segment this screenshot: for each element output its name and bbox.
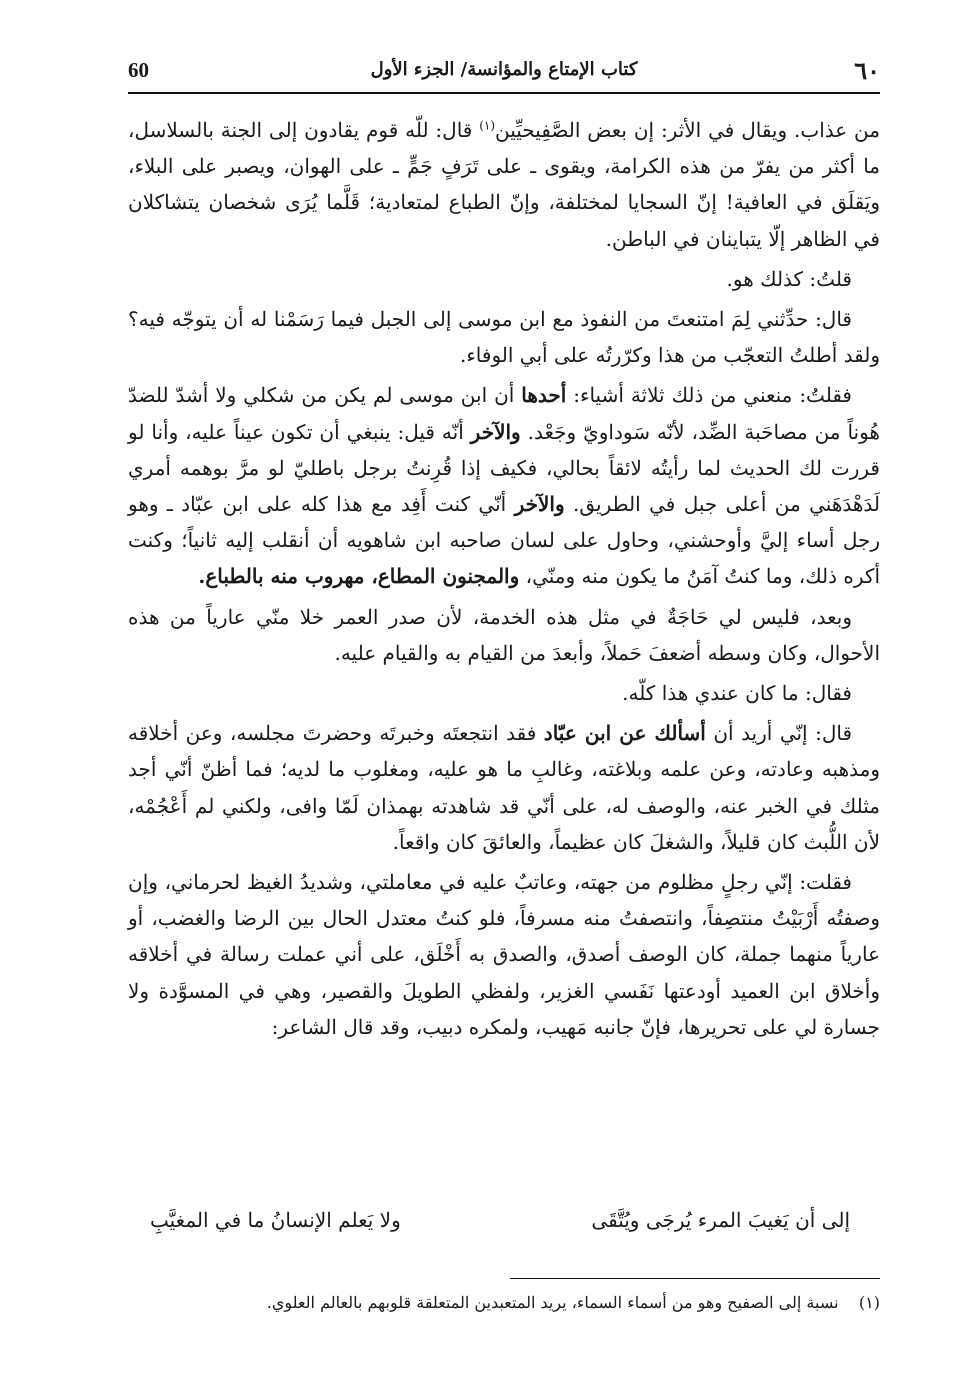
page-number-latin: 60 bbox=[128, 58, 149, 82]
text-run: فقلت: إنّي رجلٍ مظلوم من جهته، وعاتبٌ عليه في معاملتي، وشديدُ الغيظ لحرماني، وإن وصفتُه أَرْبَيْتُ منتصِفاً، وانتصفتُ منه مسرفاً، فلو كنتُ معتدل الحال بين الرضا والغضب، أو عارياً منهما جملة، كان الوصف أصدق، والصدق به أَخْلَق، على أني عملت رسالة في أخلاقه وأخلاق ابن العميد أودعتها نَفَسي الغزير، ولفظي الطويلَ والقصير، وهي في المسوَّدة ولا جسارة لي على تحريرها، فإنّ جانبه مَهيب، ولمكره دبيب، وقد قال الشاعر: bbox=[128, 870, 880, 1039]
text-run: قال: حدِّثني لِمَ امتنعتَ من النفوذ مع ابن موسى إلى الجبل فيما رَسَمْنا له أن يتوجّه فيه؟ ولقد أطلتُ التعجّب من هذا وكرّرتُه على أبي الوفاء. bbox=[128, 307, 880, 368]
poem-verse bbox=[150, 1208, 870, 1248]
paragraph bbox=[128, 599, 880, 671]
text-run: وبعد، فليس لي حَاجَةٌ في مثل هذه الخدمة، لأن صدر العمر خلا منّي عارياً من هذه الأحوال، وكان وسطه أضعفَ حَملاً، وأبعدَ من القيام به والقيام عليه. bbox=[128, 604, 880, 665]
running-header bbox=[128, 50, 880, 90]
footnote-marker: (١) bbox=[858, 1293, 880, 1312]
header-rule bbox=[128, 92, 880, 94]
footnote-reference: (١) bbox=[479, 118, 496, 133]
footnote bbox=[160, 1293, 880, 1312]
paragraph bbox=[128, 112, 880, 257]
text-run: فقد انتجعتَه وخبرتَه وحضرتَ مجلسه، وعن أخلاقه ومذهبه وعادته، وعن علمه وبلاغته، وغالبِ ما هو عليه، ومغلوب ما لديه؛ فما أظنّ أنّي أجد مثلك في الخبر عنه، والوصف له، على أنّي قد شاهدته بهمذان لَمّا وافى، ولكني لم أَعْجُمْه، لأن اللُّبث كان قليلاً، والشغلَ كان عظيماً، والعائقَ كان واقعاً. bbox=[128, 721, 880, 854]
paragraph bbox=[128, 377, 880, 594]
footnote-rule bbox=[510, 1278, 880, 1279]
text-run: قلتُ: كذلك هو. bbox=[726, 266, 852, 291]
bold-text: أحدها bbox=[521, 383, 567, 408]
paragraph bbox=[128, 675, 880, 711]
text-run: فقال: ما كان عندي هذا كلّه. bbox=[622, 681, 852, 706]
bold-text: والمجنون المطاع، مهروب منه بالطباع. bbox=[198, 564, 520, 589]
text-run: أنّي كنت أَفِد مع هذا كله على ابن عبّاد ـ وهو رجل أساء إليَّ وأوحشني، وحاول على لسان صاحبه ابن شاهويه أن أنقلب إليه ثانياً؛ وكنت أكره ذلك، وما كنتُ آمَنُ ما يكون منه ومنّي، bbox=[128, 492, 880, 589]
text-run: فقلتُ: منعني من ذلك ثلاثة أشياء: bbox=[566, 383, 852, 408]
text-run: أن ابن موسى لم يكن من شكلي ولا أشدّ للضدّ هُوناً من مصاحَبة الضِّد، لأنّه سَوداويّ وجَعْد. bbox=[128, 383, 880, 444]
text-run: أنّه قيل: ينبغي أن تكون عيناً عليه، وأنا لو قررت لك الحديث لما رأيتُه لائقاً بحالي، فكيف إذا قُرِنتُ برجل باطليّ لو مرَّ بوهمه أمري لَدَهْدَهَني من أعلى جبل في الطريق. bbox=[128, 419, 881, 517]
bold-text: والآخر bbox=[514, 492, 565, 517]
paragraph bbox=[128, 715, 880, 860]
text-run: من عذاب. ويقال في الأثر: إن بعض الصَّفِيحيِّين bbox=[495, 118, 880, 142]
paragraph bbox=[128, 261, 880, 297]
paragraph bbox=[128, 864, 880, 1045]
footnote-text: نسبة إلى الصفيح وهو من أسماء السماء، يريد المتعبدين المتعلقة قلوبهم بالعالم العلوي. bbox=[266, 1293, 839, 1312]
bold-text: أسألك عن ابن عبّاد bbox=[543, 721, 706, 746]
paragraph bbox=[128, 301, 880, 373]
book-title: كتاب الإمتاع والمؤانسة/ الجزء الأول bbox=[370, 59, 638, 80]
page-number-arabic: ٦٠ bbox=[854, 56, 880, 85]
poem-hemistich-right: إلى أن يَغيبَ المرء يُرجَى ويُتَّقَى bbox=[591, 1208, 850, 1232]
body-text bbox=[128, 112, 880, 1049]
poem-hemistich-left: ولا يَعلم الإنسانُ ما في المغيَّبِ bbox=[150, 1208, 401, 1232]
text-run: قال: للّه قوم يقادون إلى الجنة بالسلاسل، ما أكثر من يفرّ من هذه الكرامة، ويقوى ـ على تَرَفٍ جَمٍّ ـ على الهوان، ويصبر على البلاء، ويَقلَق في العافية! إنّ السجايا لمختلفة، وإنّ الطباع لمتعادية؛ قَلَّما يُرَى شخصان يتشاكلان في الظاهر إلّا يتباينان في الباطن. bbox=[128, 118, 880, 251]
bold-text: والآخر bbox=[470, 419, 521, 444]
text-run: قال: إنّي أريد أن bbox=[705, 721, 853, 746]
